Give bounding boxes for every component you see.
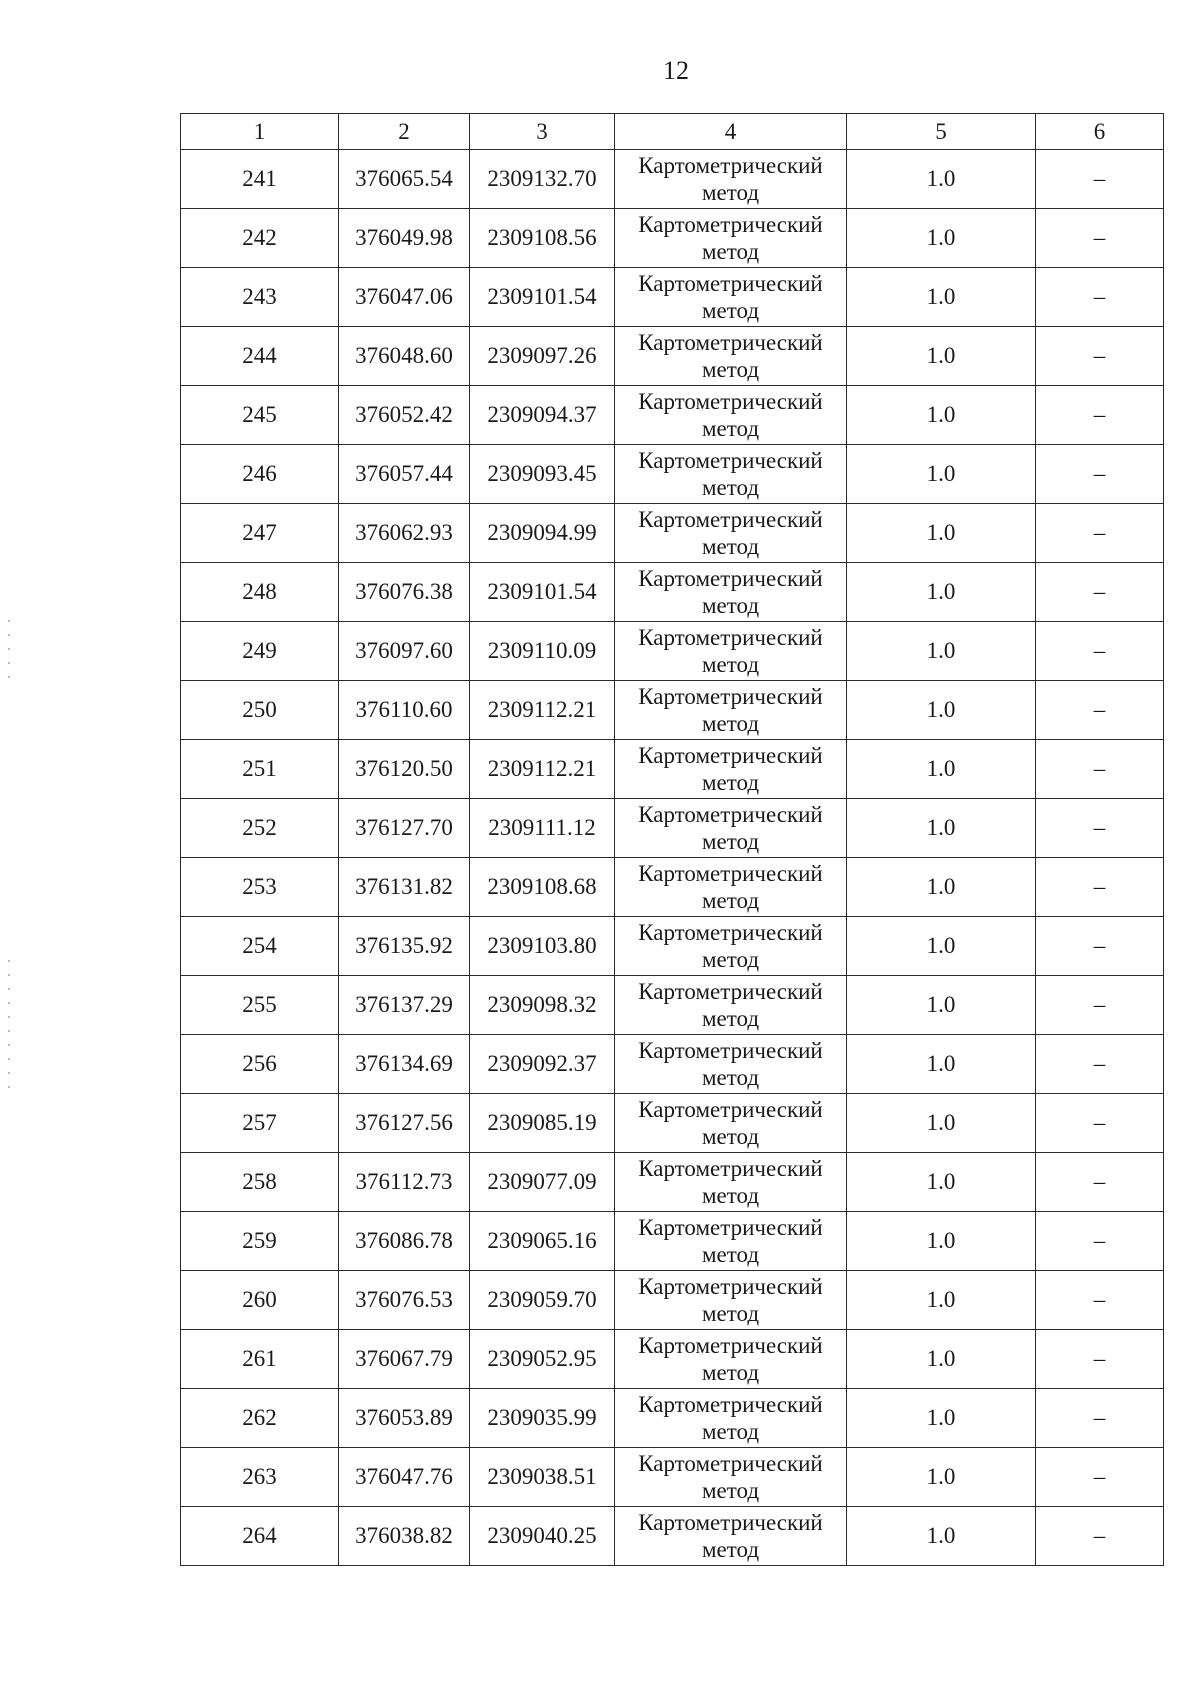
method-line-1: Картометрический <box>638 1097 823 1122</box>
note-cell: – <box>1036 445 1164 504</box>
y-coordinate-cell: 2309111.12 <box>470 799 615 858</box>
method-line-2: метод <box>701 1065 760 1090</box>
x-coordinate-cell: 376086.78 <box>339 1212 470 1271</box>
method-line-1: Картометрический <box>638 1451 823 1476</box>
table-row <box>181 504 1164 563</box>
method-line-2: метод <box>701 1360 760 1385</box>
method-cell <box>615 917 847 976</box>
table-row <box>181 150 1164 209</box>
note-cell: – <box>1036 1448 1164 1507</box>
accuracy-cell: 1.0 <box>847 268 1036 327</box>
method-cell <box>615 740 847 799</box>
y-coordinate-cell: 2309110.09 <box>470 622 615 681</box>
method-line-1: Картометрический <box>638 684 823 709</box>
method-cell <box>615 563 847 622</box>
point-number-cell: 242 <box>181 209 339 268</box>
method-line-1: Картометрический <box>638 861 823 886</box>
table-body <box>181 150 1164 1566</box>
method-line-2: метод <box>701 1006 760 1031</box>
method-line-2: метод <box>701 1183 760 1208</box>
method-cell <box>615 504 847 563</box>
method-cell <box>615 209 847 268</box>
x-coordinate-cell: 376127.70 <box>339 799 470 858</box>
accuracy-cell: 1.0 <box>847 209 1036 268</box>
method-line-2: метод <box>701 475 760 500</box>
method-line-2: метод <box>701 1124 760 1149</box>
x-coordinate-cell: 376131.82 <box>339 858 470 917</box>
page-number: 12 <box>663 56 689 85</box>
note-cell: – <box>1036 563 1164 622</box>
x-coordinate-cell: 376067.79 <box>339 1330 470 1389</box>
header-cell-6: 6 <box>1036 114 1164 150</box>
scan-margin-marks <box>8 620 10 680</box>
method-line-2: метод <box>701 947 760 972</box>
note-cell: – <box>1036 622 1164 681</box>
note-cell: – <box>1036 1389 1164 1448</box>
note-cell: – <box>1036 799 1164 858</box>
method-cell <box>615 268 847 327</box>
table-row <box>181 1094 1164 1153</box>
method-line-1: Картометрический <box>638 1333 823 1358</box>
method-cell <box>615 681 847 740</box>
accuracy-cell: 1.0 <box>847 1035 1036 1094</box>
y-coordinate-cell: 2309094.99 <box>470 504 615 563</box>
accuracy-cell: 1.0 <box>847 1271 1036 1330</box>
x-coordinate-cell: 376076.53 <box>339 1271 470 1330</box>
method-line-1: Картометрический <box>638 448 823 473</box>
note-cell: – <box>1036 1330 1164 1389</box>
note-cell: – <box>1036 740 1164 799</box>
point-number-cell: 245 <box>181 386 339 445</box>
table-row <box>181 1271 1164 1330</box>
accuracy-cell: 1.0 <box>847 1507 1036 1566</box>
x-coordinate-cell: 376065.54 <box>339 150 470 209</box>
x-coordinate-cell: 376047.76 <box>339 1448 470 1507</box>
note-cell: – <box>1036 268 1164 327</box>
y-coordinate-cell: 2309085.19 <box>470 1094 615 1153</box>
accuracy-cell: 1.0 <box>847 917 1036 976</box>
method-line-2: метод <box>701 888 760 913</box>
note-cell: – <box>1036 327 1164 386</box>
scan-margin-marks <box>8 960 10 1100</box>
method-cell <box>615 386 847 445</box>
header-cell-2: 2 <box>339 114 470 150</box>
table-row <box>181 976 1164 1035</box>
method-line-2: метод <box>701 239 760 264</box>
accuracy-cell: 1.0 <box>847 976 1036 1035</box>
x-coordinate-cell: 376137.29 <box>339 976 470 1035</box>
method-line-2: метод <box>701 593 760 618</box>
accuracy-cell: 1.0 <box>847 740 1036 799</box>
note-cell: – <box>1036 209 1164 268</box>
y-coordinate-cell: 2309065.16 <box>470 1212 615 1271</box>
accuracy-cell: 1.0 <box>847 1448 1036 1507</box>
y-coordinate-cell: 2309093.45 <box>470 445 615 504</box>
header-cell-5: 5 <box>847 114 1036 150</box>
y-coordinate-cell: 2309112.21 <box>470 681 615 740</box>
method-line-1: Картометрический <box>638 1038 823 1063</box>
x-coordinate-cell: 376127.56 <box>339 1094 470 1153</box>
note-cell: – <box>1036 917 1164 976</box>
accuracy-cell: 1.0 <box>847 1212 1036 1271</box>
y-coordinate-cell: 2309094.37 <box>470 386 615 445</box>
x-coordinate-cell: 376038.82 <box>339 1507 470 1566</box>
method-line-1: Картометрический <box>638 979 823 1004</box>
table-row <box>181 740 1164 799</box>
table-row <box>181 1035 1164 1094</box>
point-number-cell: 249 <box>181 622 339 681</box>
method-line-2: метод <box>701 357 760 382</box>
table-row <box>181 445 1164 504</box>
method-line-2: метод <box>701 770 760 795</box>
method-line-1: Картометрический <box>638 920 823 945</box>
point-number-cell: 248 <box>181 563 339 622</box>
accuracy-cell: 1.0 <box>847 150 1036 209</box>
method-line-2: метод <box>701 829 760 854</box>
note-cell: – <box>1036 858 1164 917</box>
method-line-2: метод <box>701 180 760 205</box>
point-number-cell: 253 <box>181 858 339 917</box>
method-cell <box>615 1153 847 1212</box>
table-header <box>181 114 1164 150</box>
note-cell: – <box>1036 386 1164 445</box>
method-cell <box>615 1330 847 1389</box>
table-row <box>181 1448 1164 1507</box>
point-number-cell: 255 <box>181 976 339 1035</box>
method-line-2: метод <box>701 534 760 559</box>
x-coordinate-cell: 376053.89 <box>339 1389 470 1448</box>
y-coordinate-cell: 2309112.21 <box>470 740 615 799</box>
table-row <box>181 1212 1164 1271</box>
x-coordinate-cell: 376110.60 <box>339 681 470 740</box>
table-row <box>181 1153 1164 1212</box>
table-row <box>181 268 1164 327</box>
accuracy-cell: 1.0 <box>847 1094 1036 1153</box>
y-coordinate-cell: 2309038.51 <box>470 1448 615 1507</box>
point-number-cell: 260 <box>181 1271 339 1330</box>
point-number-cell: 243 <box>181 268 339 327</box>
point-number-cell: 244 <box>181 327 339 386</box>
point-number-cell: 264 <box>181 1507 339 1566</box>
table-row <box>181 858 1164 917</box>
x-coordinate-cell: 376047.06 <box>339 268 470 327</box>
method-line-2: метод <box>701 1537 760 1562</box>
y-coordinate-cell: 2309108.56 <box>470 209 615 268</box>
note-cell: – <box>1036 1271 1164 1330</box>
y-coordinate-cell: 2309035.99 <box>470 1389 615 1448</box>
note-cell: – <box>1036 150 1164 209</box>
method-cell <box>615 445 847 504</box>
coordinates-table <box>180 113 1164 1566</box>
point-number-cell: 247 <box>181 504 339 563</box>
y-coordinate-cell: 2309097.26 <box>470 327 615 386</box>
method-line-1: Картометрический <box>638 802 823 827</box>
note-cell: – <box>1036 1507 1164 1566</box>
accuracy-cell: 1.0 <box>847 681 1036 740</box>
method-line-2: метод <box>701 652 760 677</box>
method-cell <box>615 799 847 858</box>
y-coordinate-cell: 2309101.54 <box>470 563 615 622</box>
y-coordinate-cell: 2309040.25 <box>470 1507 615 1566</box>
x-coordinate-cell: 376112.73 <box>339 1153 470 1212</box>
point-number-cell: 263 <box>181 1448 339 1507</box>
point-number-cell: 246 <box>181 445 339 504</box>
table-row <box>181 327 1164 386</box>
note-cell: – <box>1036 1212 1164 1271</box>
table-header-row <box>181 114 1164 150</box>
method-cell <box>615 1212 847 1271</box>
note-cell: – <box>1036 1035 1164 1094</box>
point-number-cell: 252 <box>181 799 339 858</box>
x-coordinate-cell: 376049.98 <box>339 209 470 268</box>
method-cell <box>615 1389 847 1448</box>
header-cell-4: 4 <box>615 114 847 150</box>
accuracy-cell: 1.0 <box>847 1330 1036 1389</box>
accuracy-cell: 1.0 <box>847 504 1036 563</box>
point-number-cell: 241 <box>181 150 339 209</box>
table-row <box>181 681 1164 740</box>
accuracy-cell: 1.0 <box>847 327 1036 386</box>
method-cell <box>615 327 847 386</box>
method-cell <box>615 1448 847 1507</box>
x-coordinate-cell: 376048.60 <box>339 327 470 386</box>
table-row <box>181 799 1164 858</box>
method-line-2: метод <box>701 298 760 323</box>
y-coordinate-cell: 2309052.95 <box>470 1330 615 1389</box>
method-line-2: метод <box>701 1301 760 1326</box>
x-coordinate-cell: 376052.42 <box>339 386 470 445</box>
accuracy-cell: 1.0 <box>847 799 1036 858</box>
method-cell <box>615 150 847 209</box>
point-number-cell: 251 <box>181 740 339 799</box>
method-line-1: Картометрический <box>638 507 823 532</box>
accuracy-cell: 1.0 <box>847 1389 1036 1448</box>
x-coordinate-cell: 376134.69 <box>339 1035 470 1094</box>
point-number-cell: 254 <box>181 917 339 976</box>
table-row <box>181 386 1164 445</box>
method-cell <box>615 1271 847 1330</box>
point-number-cell: 259 <box>181 1212 339 1271</box>
y-coordinate-cell: 2309098.32 <box>470 976 615 1035</box>
x-coordinate-cell: 376057.44 <box>339 445 470 504</box>
method-cell <box>615 622 847 681</box>
note-cell: – <box>1036 1094 1164 1153</box>
y-coordinate-cell: 2309101.54 <box>470 268 615 327</box>
accuracy-cell: 1.0 <box>847 563 1036 622</box>
method-line-1: Картометрический <box>638 389 823 414</box>
header-cell-3: 3 <box>470 114 615 150</box>
table-row <box>181 1389 1164 1448</box>
note-cell: – <box>1036 504 1164 563</box>
method-line-1: Картометрический <box>638 1392 823 1417</box>
accuracy-cell: 1.0 <box>847 386 1036 445</box>
method-line-2: метод <box>701 711 760 736</box>
method-cell <box>615 858 847 917</box>
point-number-cell: 258 <box>181 1153 339 1212</box>
method-line-1: Картометрический <box>638 271 823 296</box>
method-cell <box>615 1035 847 1094</box>
method-line-1: Картометрический <box>638 625 823 650</box>
x-coordinate-cell: 376120.50 <box>339 740 470 799</box>
method-line-1: Картометрический <box>638 1274 823 1299</box>
x-coordinate-cell: 376062.93 <box>339 504 470 563</box>
method-line-1: Картометрический <box>638 330 823 355</box>
method-line-1: Картометрический <box>638 153 823 178</box>
y-coordinate-cell: 2309092.37 <box>470 1035 615 1094</box>
y-coordinate-cell: 2309059.70 <box>470 1271 615 1330</box>
point-number-cell: 262 <box>181 1389 339 1448</box>
header-cell-1: 1 <box>181 114 339 150</box>
y-coordinate-cell: 2309103.80 <box>470 917 615 976</box>
note-cell: – <box>1036 681 1164 740</box>
accuracy-cell: 1.0 <box>847 858 1036 917</box>
x-coordinate-cell: 376135.92 <box>339 917 470 976</box>
method-line-1: Картометрический <box>638 1156 823 1181</box>
point-number-cell: 256 <box>181 1035 339 1094</box>
method-cell <box>615 1094 847 1153</box>
table-row <box>181 1330 1164 1389</box>
y-coordinate-cell: 2309077.09 <box>470 1153 615 1212</box>
y-coordinate-cell: 2309108.68 <box>470 858 615 917</box>
method-line-1: Картометрический <box>638 566 823 591</box>
point-number-cell: 257 <box>181 1094 339 1153</box>
note-cell: – <box>1036 1153 1164 1212</box>
x-coordinate-cell: 376097.60 <box>339 622 470 681</box>
method-line-1: Картометрический <box>638 212 823 237</box>
accuracy-cell: 1.0 <box>847 445 1036 504</box>
y-coordinate-cell: 2309132.70 <box>470 150 615 209</box>
point-number-cell: 261 <box>181 1330 339 1389</box>
table-row <box>181 622 1164 681</box>
method-line-2: метод <box>701 1478 760 1503</box>
method-line-2: метод <box>701 416 760 441</box>
table-row <box>181 563 1164 622</box>
accuracy-cell: 1.0 <box>847 1153 1036 1212</box>
method-cell <box>615 1507 847 1566</box>
accuracy-cell: 1.0 <box>847 622 1036 681</box>
point-number-cell: 250 <box>181 681 339 740</box>
method-line-1: Картометрический <box>638 743 823 768</box>
note-cell: – <box>1036 976 1164 1035</box>
method-cell <box>615 976 847 1035</box>
method-line-1: Картометрический <box>638 1215 823 1240</box>
x-coordinate-cell: 376076.38 <box>339 563 470 622</box>
table-row <box>181 209 1164 268</box>
method-line-2: метод <box>701 1419 760 1444</box>
method-line-1: Картометрический <box>638 1510 823 1535</box>
method-line-2: метод <box>701 1242 760 1267</box>
table-row <box>181 917 1164 976</box>
table-row <box>181 1507 1164 1566</box>
